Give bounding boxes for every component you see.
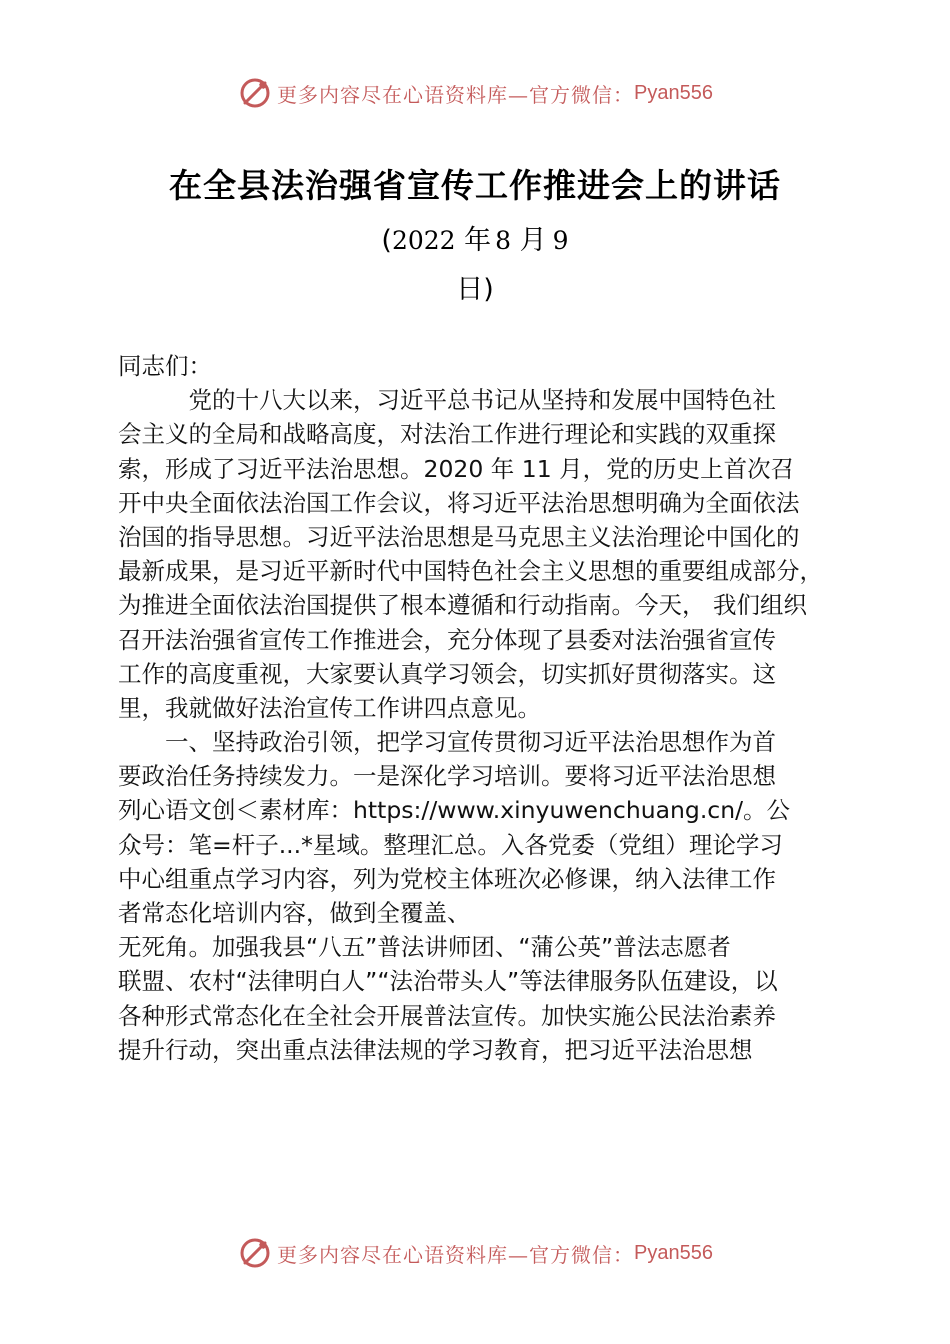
date-day: 9 bbox=[552, 226, 569, 255]
body-line: 提升行动，突出重点法律法规的学习教育，把习近平法治思想 bbox=[118, 1035, 753, 1064]
body-line: 要政治任务持续发力。一是深化学习培训。要将习近平法治思想 bbox=[118, 762, 776, 791]
body-line: 同志们： bbox=[118, 352, 212, 380]
body-line: 中心组重点学习内容，列为党校主体班次必修课，纳入法律工作 bbox=[118, 864, 776, 893]
watermark-text: 更多内容尽在心语资料库—官方微信： bbox=[277, 1242, 635, 1267]
watermark-handle: Pyan556 bbox=[634, 1241, 713, 1264]
date-year-unit: 年 bbox=[455, 225, 492, 256]
date-month: 8 bbox=[495, 226, 512, 255]
watermark-handle: Pyan556 bbox=[634, 81, 713, 104]
body-line: 索，形成了习近平法治思想。2020 年 11 月，党的历史上首次召 bbox=[118, 454, 795, 483]
body-line: 联盟、农村“法律明白人”“法治带头人”等法律服务队伍建设，以 bbox=[118, 967, 778, 996]
body-line: 会主义的全局和战略高度，对法治工作进行理论和实践的双重探 bbox=[118, 420, 776, 449]
body-line: 者常态化培训内容，做到全覆盖、 bbox=[118, 899, 471, 927]
speech-body bbox=[118, 349, 853, 1067]
body-line: 工作的高度重视，大家要认真学习领会，切实抓好贯彻落实。这 bbox=[118, 659, 776, 688]
body-line: 召开法治强省宣传工作推进会，充分体现了县委对法治强省宣传 bbox=[118, 625, 776, 654]
document-title: 在全县法治强省宣传工作推进会上的讲话 bbox=[169, 166, 781, 205]
body-line: 治国的指导思想。习近平法治思想是马克思主义法治理论中国化的 bbox=[118, 522, 800, 551]
date-open-paren: ( bbox=[381, 225, 392, 256]
body-line: 众号：笔=杆子...*星域。整理汇总。入各党委（党组）理论学习 bbox=[118, 830, 783, 859]
body-line: 党的十八大以来，习近平总书记从坚持和发展中国特色社 bbox=[118, 386, 776, 415]
watermark-footer bbox=[0, 1233, 950, 1273]
watermark-header bbox=[0, 73, 950, 113]
date-year: 2022 bbox=[391, 226, 456, 255]
body-line: 里，我就做好法治宣传工作讲四点意见。 bbox=[118, 693, 541, 722]
body-line: 最新成果，是习近平新时代中国特色社会主义思想的重要组成部分， bbox=[118, 557, 823, 586]
date-line-1 bbox=[0, 218, 950, 257]
body-line: 开中央全面依法治国工作会议，将习近平法治思想明确为全面依法 bbox=[118, 488, 800, 517]
body-line: 一、坚持政治引领，把学习宣传贯彻习近平法治思想作为首 bbox=[118, 728, 776, 757]
pen-logo-icon bbox=[237, 75, 273, 111]
date-month-unit: 月 bbox=[511, 225, 547, 256]
body-line: 为推进全面依法治国提供了根本遵循和行动指南。今天， 我们组织 bbox=[118, 591, 807, 620]
pen-logo-icon bbox=[237, 1235, 273, 1271]
date-line-2 bbox=[0, 267, 950, 306]
watermark-text: 更多内容尽在心语资料库—官方微信： bbox=[277, 82, 635, 107]
body-line: 各种形式常态化在全社会开展普法宣传。加快实施公民法治素养 bbox=[118, 1001, 776, 1030]
body-line: 列心语文创＜素材库：https://www.xinyuwenchuang.cn/。公 bbox=[118, 796, 791, 825]
body-line: 无死角。加强我县“八五”普法讲师团、“蒲公英”普法志愿者 bbox=[118, 933, 731, 962]
date-day-unit: 日) bbox=[456, 274, 494, 305]
